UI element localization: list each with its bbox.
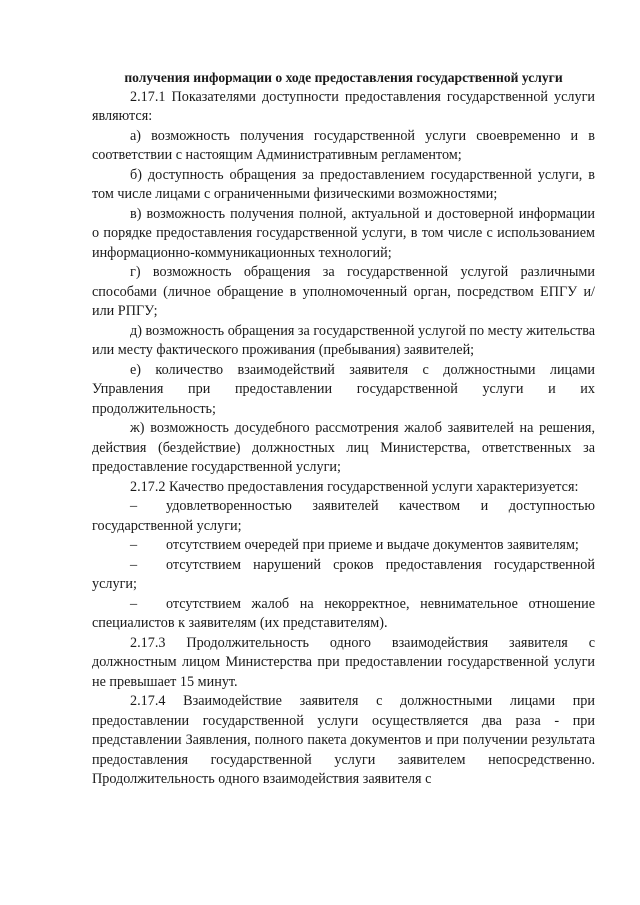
paragraph-2-17-2: 2.17.2 Качество предоставления государственной услуги характеризуется: xyxy=(130,478,579,495)
dash-list-item xyxy=(92,556,595,595)
dash-list-item xyxy=(92,497,595,536)
paragraph-item-b: б) доступность обращения за предоставлением государственной услуги, в том числе лицами с ограниченными физическими возможностями; xyxy=(92,166,595,202)
dash-marker: – xyxy=(130,537,138,553)
dash-list-text: отсутствием нарушений сроков предоставления государственной услуги; xyxy=(92,556,595,592)
paragraph-2-17-4: 2.17.4 Взаимодействие заявителя с должностными лицами при предоставлении государственной услуги осуществляется два раза - при представлении Заявления, полного пакета документов и при получении результата предоставления государственной услуги заявителем непосредственно. Продолжительность одного взаимодействия заявителя с xyxy=(92,693,595,787)
dash-list-item xyxy=(92,595,595,634)
dash-marker: – xyxy=(130,498,138,514)
paragraph-2-17-1: 2.17.1 Показателями доступности предоставления государственной услуги являются: xyxy=(92,88,595,124)
section-heading: получения информации о ходе предоставления государственной услуги xyxy=(124,70,563,85)
dash-marker: – xyxy=(130,556,138,573)
paragraph-item-g: г) возможность обращения за государственной услугой различными способами (личное обращение в уполномоченный орган, посредством ЕПГУ и/или РПГУ; xyxy=(92,264,595,319)
paragraph-item-d: д) возможность обращения за государственной услугой по месту жительства или месту фактического проживания (пребывания) заявителей; xyxy=(92,322,595,358)
dash-list-text: удовлетворенностью заявителей качеством и доступностью государственной услуги; xyxy=(92,498,595,534)
paragraph-2-17-3: 2.17.3 Продолжительность одного взаимодействия заявителя с должностным лицом Министерства при предоставлении государственной услуги не превышает 15 минут. xyxy=(92,634,595,690)
paragraph-item-e: е) количество взаимодействий заявителя с должностными лицами Управления при предоставлении государственной услуги и их продолжительность; xyxy=(92,361,595,417)
dash-marker: – xyxy=(130,595,138,612)
paragraph-item-a: а) возможность получения государственной услуги своевременно и в соответствии с настоящим Административным регламентом; xyxy=(92,127,595,163)
dash-list-text: отсутствием очередей при приеме и выдаче документов заявителям; xyxy=(166,537,579,553)
paragraph-item-zh: ж) возможность досудебного рассмотрения жалоб заявителей на решения, действия (бездействие) должностных лиц Министерства, ответственных за предоставление государственной услуги; xyxy=(92,420,595,475)
dash-list-text: отсутствием жалоб на некорректное, невнимательное отношение специалистов к заявителям (их представителям). xyxy=(92,595,595,631)
document-body xyxy=(92,68,595,790)
dash-list-item xyxy=(92,536,595,556)
paragraph-item-v: в) возможность получения полной, актуальной и достоверной информации о порядке предоставления государственной услуги, в том числе с использованием информационно-коммуникационных технологий; xyxy=(92,205,595,261)
